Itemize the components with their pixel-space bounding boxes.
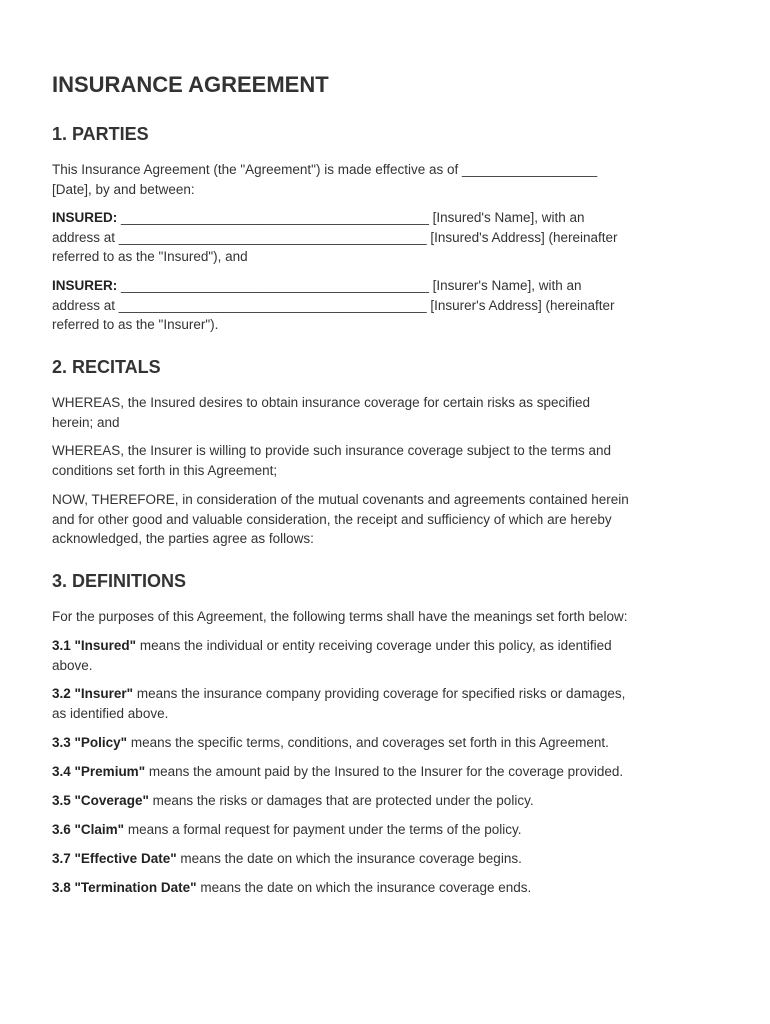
- insurer-name-line: _________________________________________ [Insurer's Name], with an: [117, 278, 582, 293]
- recital-3-line2: and for other good and valuable consideration, the receipt and sufficiency of which are hereby: [52, 511, 612, 527]
- insured-block: [52, 208, 720, 267]
- definition-term: 3.4 "Premium": [52, 764, 146, 779]
- parties-intro-line1: This Insurance Agreement (the "Agreement") is made effective as of __________________: [52, 162, 598, 177]
- recital-paragraph-3: [52, 490, 720, 549]
- definition-text-cont: above.: [52, 657, 93, 673]
- definition-term: 3.8 "Termination Date": [52, 880, 197, 895]
- definition-text-cont: as identified above.: [52, 705, 169, 721]
- definition-item: [52, 849, 720, 869]
- section-heading-parties: 1. PARTIES: [52, 124, 149, 144]
- definition-term: 3.1 "Insured": [52, 638, 137, 653]
- definition-item: [52, 878, 720, 898]
- definition-item: [52, 820, 720, 840]
- definition-term: 3.7 "Effective Date": [52, 851, 177, 866]
- recital-3-line1: NOW, THEREFORE, in consideration of the mutual covenants and agreements contained herein: [52, 492, 629, 507]
- document-title: INSURANCE AGREEMENT: [52, 72, 329, 97]
- recital-2-line2: conditions set forth in this Agreement;: [52, 462, 278, 478]
- definition-term: 3.5 "Coverage": [52, 793, 149, 808]
- insurer-label: INSURER:: [52, 278, 118, 293]
- insured-label: INSURED:: [52, 210, 118, 225]
- insured-name-line: _________________________________________ [Insured's Name], with an: [117, 210, 585, 225]
- insurer-block: [52, 276, 720, 335]
- definition-text: means the specific terms, conditions, and coverages set forth in this Agreement.: [127, 735, 609, 750]
- section-heading-recitals: 2. RECITALS: [52, 357, 161, 377]
- insured-address-line: address at _________________________________________ [Insured's Address] (hereinafter: [52, 229, 618, 245]
- definition-text: means the insurance company providing coverage for specified risks or damages,: [133, 686, 626, 701]
- section-heading-definitions: 3. DEFINITIONS: [52, 571, 187, 591]
- definition-text: means the risks or damages that are protected under the policy.: [148, 793, 534, 808]
- recital-paragraph-1: [52, 393, 720, 432]
- insurer-reference-line: referred to as the "Insurer").: [52, 317, 219, 332]
- definition-item: [52, 684, 720, 723]
- definition-term: 3.6 "Claim": [52, 822, 125, 837]
- definition-text: means the amount paid by the Insured to the Insurer for the coverage provided.: [145, 764, 624, 779]
- definitions-intro: [52, 607, 720, 627]
- definition-item: [52, 791, 720, 811]
- definition-term: 3.3 "Policy": [52, 735, 128, 750]
- parties-intro-line2: [Date], by and between:: [52, 181, 195, 197]
- definition-text: means the individual or entity receiving coverage under this policy, as identified: [136, 638, 612, 653]
- definition-text: means a formal request for payment under the terms of the policy.: [124, 822, 522, 837]
- recital-paragraph-2: [52, 441, 720, 480]
- insured-reference-line: referred to as the "Insured"), and: [52, 249, 248, 264]
- definition-text: means the date on which the insurance coverage ends.: [196, 880, 532, 895]
- recital-1-line1: WHEREAS, the Insured desires to obtain insurance coverage for certain risks as specified: [52, 395, 591, 410]
- definition-term: 3.2 "Insurer": [52, 686, 134, 701]
- definition-item: [52, 636, 720, 675]
- parties-intro: [52, 160, 720, 199]
- definition-item: [52, 762, 720, 782]
- recital-3-line3: acknowledged, the parties agree as follows:: [52, 531, 314, 546]
- insurer-address-line: address at _________________________________________ [Insurer's Address] (hereinafter: [52, 297, 615, 313]
- definitions-intro-text: For the purposes of this Agreement, the following terms shall have the meanings set forth below:: [52, 609, 628, 624]
- definition-text: means the date on which the insurance coverage begins.: [176, 851, 522, 866]
- definition-item: [52, 733, 720, 753]
- recital-1-line2: herein; and: [52, 414, 120, 430]
- recital-2-line1: WHEREAS, the Insurer is willing to provide such insurance coverage subject to the terms and: [52, 443, 612, 458]
